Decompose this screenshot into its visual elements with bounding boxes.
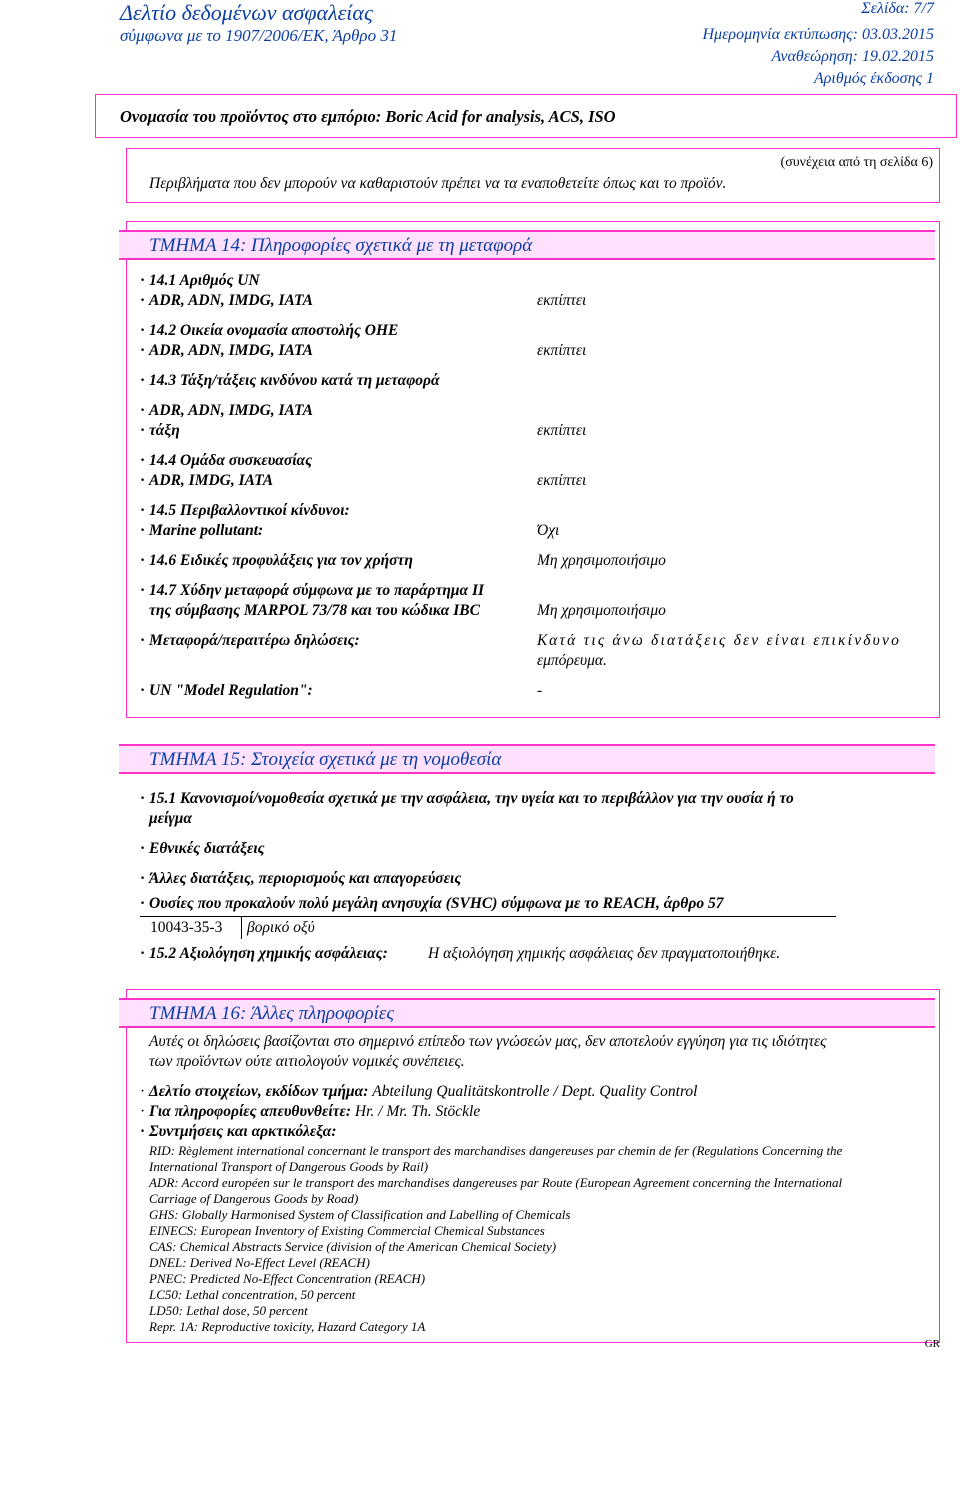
chemical-safety-assessment-value: Η αξιολόγηση χημικής ασφάλειας δεν πραγματοποιήθηκε. (428, 945, 781, 962)
section16-title: ΤΜΗΜΑ 16: Άλλες πληροφορίες (149, 1003, 395, 1024)
svhc-table (140, 916, 836, 939)
un-number-label: · ADR, ADN, IMDG, IATA (140, 292, 313, 310)
continuation-text: Περιβλήματα που δεν μπορούν να καθαριστούν πρέπει να τα εναποθετείτε όπως και το προϊόν. (149, 175, 727, 192)
product-name-box (95, 94, 957, 138)
packing-group-label: · ADR, IMDG, IATA (140, 472, 273, 490)
un-number-value: εκπίπτει (537, 292, 587, 309)
abbreviation-line: PNEC: Predicted No-Effect Concentration (REACH) (149, 1271, 426, 1286)
version-number: Αριθμός έκδοσης 1 (813, 70, 934, 87)
model-regulation-value: - (537, 682, 543, 699)
shipping-name-value: εκπίπτει (537, 342, 587, 359)
revision-date: Αναθεώρηση: 19.02.2015 (771, 48, 934, 65)
regulations-heading-2: μείγμα (149, 810, 192, 827)
abbreviation-line: LC50: Lethal concentration, 50 percent (149, 1287, 356, 1302)
abbreviation-line: EINECS: European Inventory of Existing Commercial Chemical Substances (149, 1223, 545, 1238)
marine-pollutant-value: Όχι (537, 522, 560, 539)
abbreviation-line: CAS: Chemical Abstracts Service (division of the American Chemical Society) (149, 1239, 557, 1254)
contact-info (140, 1103, 480, 1121)
transport-statements-value-2: εμπόρευμα. (537, 652, 607, 669)
national-provisions: · Εθνικές διατάξεις (140, 840, 265, 858)
hazard-class-value: εκπίπτει (537, 422, 587, 439)
env-hazard-heading: · 14.5 Περιβαλλοντικοί κίνδυνοι: (140, 502, 350, 520)
svhc-divider (241, 917, 242, 939)
section16-header (119, 998, 935, 1028)
hazard-class-sub: · τάξη (140, 422, 180, 440)
special-precautions-value: Μη χρησιμοποιήσιμο (537, 552, 666, 569)
section14-title: ΤΜΗΜΑ 14: Πληροφορίες σχετικά με τη μεταφορά (149, 235, 533, 256)
hazard-class-heading: · 14.3 Τάξη/τάξεις κινδύνου κατά τη μεταφορά (140, 372, 440, 390)
model-regulation-label: · UN "Model Regulation": (140, 682, 313, 700)
svhc-cas-number: 10043-35-3 (150, 919, 223, 936)
regulations-heading-1: · 15.1 Κανονισμοί/νομοθεσία σχετικά με την ασφάλεια, την υγεία και το περιβάλλον για την ουσία ή το (140, 790, 794, 808)
abbreviation-line: ADR: Accord européen sur le transport des marchandises dangereuses par Route (European Agreement concerning the International (149, 1175, 843, 1190)
shipping-name-heading: · 14.2 Οικεία ονομασία αποστολής ΟΗΕ (140, 322, 398, 340)
abbreviations-label: · Συντμήσεις και αρκτικόλεξα: (140, 1123, 337, 1141)
packing-group-value: εκπίπτει (537, 472, 587, 489)
un-number-heading: · 14.1 Αριθμός UN (140, 272, 260, 290)
chemical-safety-assessment-label: · 15.2 Αξιολόγηση χημικής ασφάλειας: (140, 945, 388, 963)
section15-title: ΤΜΗΜΑ 15: Στοιχεία σχετικά με τη νομοθεσία (149, 749, 502, 770)
print-date: Ημερομηνία εκτύπωσης: 03.03.2015 (702, 26, 934, 43)
issuing-department-value: Abteilung Qualitätskontrolle / Dept. Quality Control (372, 1083, 698, 1100)
issuing-department-label: Δελτίο στοιχείων, εκδίδων τμήμα: (149, 1083, 369, 1100)
hazard-class-label: · ADR, ADN, IMDG, IATA (140, 402, 313, 420)
contact-label: Για πληροφορίες απευθυνθείτε: (149, 1103, 352, 1120)
section15-header (119, 744, 935, 774)
abbreviation-line: DNEL: Derived No-Effect Level (REACH) (149, 1255, 370, 1270)
issuing-department (140, 1083, 697, 1101)
disclaimer-line-1: Αυτές οι δηλώσεις βασίζονται στο σημερινό επίπεδο των γνώσεών μας, δεν αποτελούν εγγύηση για τις ιδιότητες (149, 1033, 827, 1050)
bulk-transport-label-2: της σύμβασης MARPOL 73/78 και του κώδικα IBC (149, 602, 480, 619)
abbreviation-line: International Transport of Dangerous Goods by Rail) (149, 1159, 429, 1174)
document-title: Δελτίο δεδομένων ασφαλείας (120, 0, 373, 25)
abbreviation-line: GHS: Globally Harmonised System of Classification and Labelling of Chemicals (149, 1207, 571, 1222)
marine-pollutant-label: · Marine pollutant: (140, 522, 263, 540)
country-code: GR (924, 1338, 940, 1350)
abbreviation-line: Repr. 1A: Reproductive toxicity, Hazard Category 1A (149, 1319, 426, 1334)
section14-header (119, 230, 935, 260)
special-precautions-label: · 14.6 Ειδικές προφυλάξεις για τον χρήστη (140, 552, 413, 570)
abbreviation-line: Carriage of Dangerous Goods by Road) (149, 1191, 359, 1206)
packing-group-heading: · 14.4 Ομάδα συσκευασίας (140, 452, 312, 470)
shipping-name-label: · ADR, ADN, IMDG, IATA (140, 342, 313, 360)
product-name: Ονομασία του προϊόντος στο εμπόριο: Boric Acid for analysis, ACS, ISO (120, 107, 616, 126)
other-provisions: · Άλλες διατάξεις, περιορισμούς και απαγορεύσεις (140, 870, 461, 888)
transport-statements-value-1: Κατά τις άνω διατάξεις δεν είναι επικίνδυνο (537, 632, 902, 649)
continuation-note: (συνέχεια από τη σελίδα 6) (780, 155, 933, 170)
continuation-box (126, 148, 940, 203)
transport-statements-label: · Μεταφορά/περαιτέρω δηλώσεις: (140, 632, 360, 650)
contact-value: Hr. / Mr. Th. Stöckle (354, 1103, 481, 1120)
svhc-heading: · Ουσίες που προκαλούν πολύ μεγάλη ανησυχία (SVHC) σύμφωνα με το REACH, άρθρο 57 (140, 895, 723, 913)
abbreviation-line: LD50: Lethal dose, 50 percent (149, 1303, 308, 1318)
bulk-transport-label-1: · 14.7 Χύδην μεταφορά σύμφωνα με το παράρτημα II (140, 582, 484, 600)
svhc-substance: βορικό οξύ (247, 919, 315, 936)
page-number: Σελίδα: 7/7 (861, 0, 934, 17)
disclaimer-line-2: των προϊόντων ούτε αιτιολογούν νομικές συνέπειες. (149, 1053, 465, 1070)
abbreviation-line: RID: Règlement international concernant le transport des marchandises dangereuses par chemin de fer (Regulations Concerning the (149, 1143, 843, 1158)
bulk-transport-value: Μη χρησιμοποιήσιμο (537, 602, 666, 619)
document-subtitle: σύμφωνα με το 1907/2006/ΕΚ, Άρθρο 31 (120, 26, 398, 45)
